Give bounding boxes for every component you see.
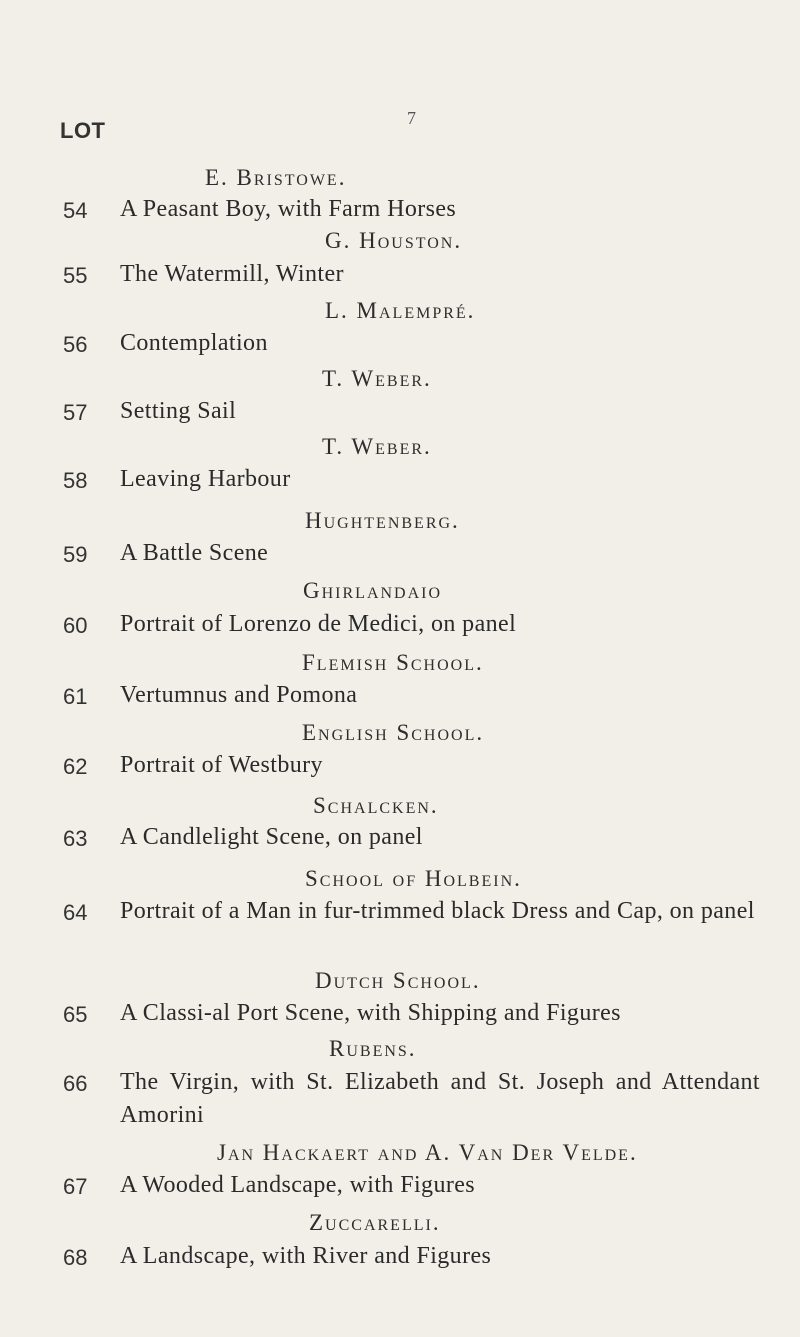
artist-name: Hughtenberg. bbox=[305, 508, 460, 533]
artist-name: Jan Hackaert and A. Van Der Velde. bbox=[217, 1140, 638, 1165]
page-number: 7 bbox=[407, 108, 416, 128]
lot-title: A Peasant Boy, with Farm Horses bbox=[120, 196, 457, 222]
lot-number: 61 bbox=[63, 684, 88, 709]
lot-number: 57 bbox=[63, 400, 88, 425]
lot-number: 63 bbox=[63, 826, 88, 851]
lot-number: 56 bbox=[63, 332, 88, 357]
lot-title: Leaving Harbour bbox=[120, 466, 291, 492]
lot-number: 65 bbox=[63, 1002, 88, 1027]
artist-name: Flemish School. bbox=[302, 650, 484, 675]
lot-title: A Candlelight Scene, on panel bbox=[120, 824, 423, 850]
lot-title: Vertumnus and Pomona bbox=[120, 682, 358, 708]
lot-number: 59 bbox=[63, 542, 88, 567]
lot-number: 66 bbox=[63, 1071, 88, 1096]
artist-name: Rubens. bbox=[329, 1036, 417, 1061]
artist-name: L. Malempré. bbox=[325, 298, 476, 323]
artist-name: E. Bristowe. bbox=[205, 165, 347, 190]
lot-number: 54 bbox=[63, 198, 88, 223]
lot-title: Portrait of a Man in fur-trimmed black Dress and Cap, on panel bbox=[120, 898, 755, 924]
lot-number: 62 bbox=[63, 754, 88, 779]
artist-name: Dutch School. bbox=[315, 968, 481, 993]
lot-column-heading: LOT bbox=[60, 118, 106, 143]
artist-name: School of Holbein. bbox=[305, 866, 522, 891]
lot-number: 67 bbox=[63, 1174, 88, 1199]
lot-title: A Classi-al Port Scene, with Shipping and Figures bbox=[120, 1000, 621, 1026]
artist-name: Schalcken. bbox=[313, 793, 439, 818]
lot-number: 60 bbox=[63, 613, 88, 638]
lot-title: The Watermill, Winter bbox=[120, 261, 344, 287]
artist-name: T. Weber. bbox=[322, 434, 432, 459]
lot-number: 68 bbox=[63, 1245, 88, 1270]
lot-number: 64 bbox=[63, 900, 88, 925]
lot-title: The Virgin, with St. Elizabeth and St. Joseph and Attendant Amorini bbox=[120, 1069, 760, 1128]
lot-title: A Landscape, with River and Figures bbox=[120, 1243, 492, 1269]
artist-name: Ghirlandaio bbox=[303, 578, 443, 603]
artist-name: English School. bbox=[302, 720, 485, 745]
lot-title: Portrait of Lorenzo de Medici, on panel bbox=[120, 611, 517, 637]
lot-title: Portrait of Westbury bbox=[120, 752, 323, 778]
lot-title: A Battle Scene bbox=[120, 540, 269, 566]
lot-title: A Wooded Landscape, with Figures bbox=[120, 1172, 476, 1198]
lot-title: Contemplation bbox=[120, 330, 268, 356]
artist-name: Zuccarelli. bbox=[309, 1210, 441, 1235]
artist-name: G. Houston. bbox=[325, 228, 463, 253]
lot-title: Setting Sail bbox=[120, 398, 237, 424]
lot-number: 58 bbox=[63, 468, 88, 493]
artist-name: T. Weber. bbox=[322, 366, 432, 391]
lot-number: 55 bbox=[63, 263, 88, 288]
